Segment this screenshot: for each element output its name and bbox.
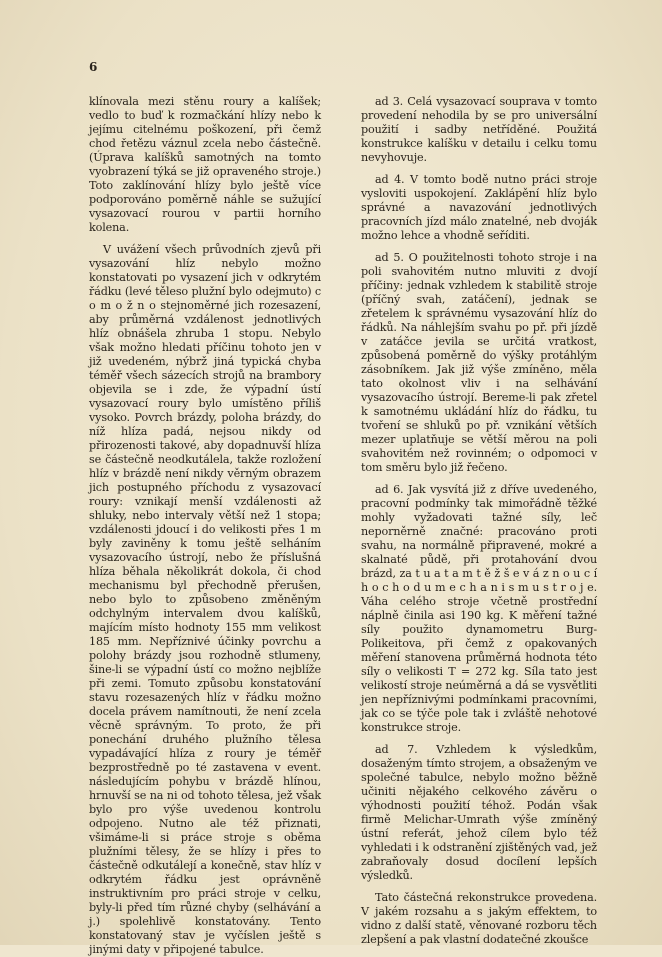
page-number: 6 [89, 60, 98, 74]
left-column [89, 95, 321, 957]
paragraph: ad 3. Celá vysazovací souprava v tomto provedení nehodila by se pro universální použití i sadby netříděné. Použitá konstrukce kalíšku v detailu i celku tomu nevyhovuje. [361, 95, 597, 164]
paragraph: Tato částečná rekonstrukce provedena. V jakém rozsahu a s jakým effektem, to vidno z další statě, věnované rozboru těch zlepšení a pak vlastní dodatečné zkoušce [361, 891, 597, 946]
paragraph: ad 4. V tomto bodě nutno práci stroje vysloviti uspokojení. Zaklápění hlíz bylo správné a navazování jednotlivých pracovních jízd málo znatelné, neb dvoják možno lehce a vhodně seříditi. [361, 173, 597, 242]
right-column [361, 95, 597, 947]
paragraph: ad 7. Vzhledem k výsledkům, dosaženým tímto strojem, a obsaženým ve společné tabulce, nebylo možno běžně učiniti nějakého celkového závěru o výhodnosti použití téhož. Podán však firmě Melichar-Umrath výše zmíněný ústní referát, jehož cílem bylo též vyhledati i k odstranění zjištěných vad, jež zabraňovaly dosud docílení lepších výsledků. [361, 743, 597, 882]
paragraph: ad 5. O použitelnosti tohoto stroje i na poli svahovitém nutno mluviti z dvojí příčiny: jednak vzhledem k stabilitě stroje (příčný svah, zatáčení), jednak se zřetelem k správnému vysazování hlíz do řádků. Na náhlejším svahu po př. při jízdě v zatáčce jevila se určitá vratkost, způsobená poměrně do výšky protáhlým zásobníkem. Jak již výše zmíněno, měla tato okolnost vliv i na selhávání vysazovacího ústrojí. Bereme-li pak zřetel k samotnému ukládání hlíz do řádku, tu tvoření se shluků po př. vznikání větších mezer uplatňuje se větší měrou na poli svahovitém než rovinném; o odpomoci v tom směru bylo již řečeno. [361, 251, 597, 474]
paragraph: V uvážení všech průvodních zjevů při vysazování hlíz nebylo možno konstatovati po vysazení jich v odkrytém řádku (levé těleso plužní bylo odejmuto) c o m o ž n o stejnoměrné jich rozesazení, aby průměrná vzdálenost jednotlivých hlíz obnášela zhruba 1 stopu. Nebylo však možno hledati příčinu tohoto jen v již uvedeném, nýbrž jiná typická chyba téměř všech sázecích strojů na brambory objevila se i zde, že výpadní ústí vysazovací roury bylo umístěno příliš vysoko. Povrch brázdy, poloha brázdy, do níž hlíza padá, nejsou nikdy od přirozenosti takové, aby dopadnuvší hlíza se částečně neodkutálela, takže rozložení hlíz v brázdě není nikdy věrným obrazem jich postupného příchodu z vysazovací roury: vznikají menší vzdálenosti až shluky, nebo intervaly větší než 1 stopa; vzdálenosti jdoucí i do velikosti přes 1 m byly zaviněny k tomu ještě selháním vysazovacího ústrojí, nebo že příslušná hlíza běhala několikrát dokola, či chod mechanismu byl přechodně přerušen, nebo bylo to způsobeno změněným odchylným intervalem dvou kalíšků, majícím místo hodnoty 155 mm velikost 185 mm. Nepříznivé účinky povrchu a polohy brázdy jsou rozhodně stlumeny, šine-li se výpadní ústí co možno nejblíže při zemi. Tomuto způsobu konstatování stavu rozesazených hlíz v řádku možno docela právem namítnouti, že není zcela věcně správným. To proto, že při ponechání druhého plužního tělesa vypadávající hlíza z roury je téměř bezprostředně po té zastavena v event. následujícím pohybu v brázdě hlínou, hrnuvší se na ni od tohoto tělesa, jež však bylo pro výše uvedenou kontrolu odpojeno. Nutno ale též přiznati, všimáme-li si práce stroje s oběma plužními tělesy, že se hlízy i přes to částečně odkutálejí a konečně, stav hlíz v odkrytém řádku jest oprávněně instruktivním pro práci stroje v celku, byly-li před tím různé chyby (selhávání a j.) spolehlivě konstatovány. Tento konstatovaný stav je vyčíslen ještě s jinými daty v připojené tabulce. [89, 243, 321, 956]
paragraph: ad 6. Jak vysvítá již z dříve uvedeného, pracovní podmínky tak mimořádně těžké mohly vyžadovati tažné síly, leč neporněrně značné: pracováno proti svahu, na normálně připravené, mokré a skalnaté půdě, při protahování dvou brázd, za t u a t a m t ě ž š e v á z n o u c í h o c h o d u m e c h a n i s m u s t r o j e. Váha celého stroje včetně prostřední náplně činila asi 190 kg. K měření tažné síly použito dynamometru Burg-Polikeitova, při čemž z opakovaných měření stanovena průměrná hodnota této síly o velikosti T = 272 kg. Síla tato jest velikostí stroje neúměrná a dá se vysvětliti jen nepříznivými podmínkami pracovními, jak co se týče pole tak i zvláště nehotové konstrukce stroje. [361, 483, 597, 734]
paragraph: klínovala mezi stěnu roury a kalíšek; vedlo to buď k rozmačkání hlízy nebo k jejímu citelnému poškození, při čemž chod řetězu váznul zcela nebo částečně. (Úprava kalíšků samotných na tomto vyobrazení týká se již opraveného stroje.) Toto zaklínování hlízy bylo ještě více podporováno poměrně náhle se sužující vysazovací rourou v partii horního kolena. [89, 95, 321, 234]
